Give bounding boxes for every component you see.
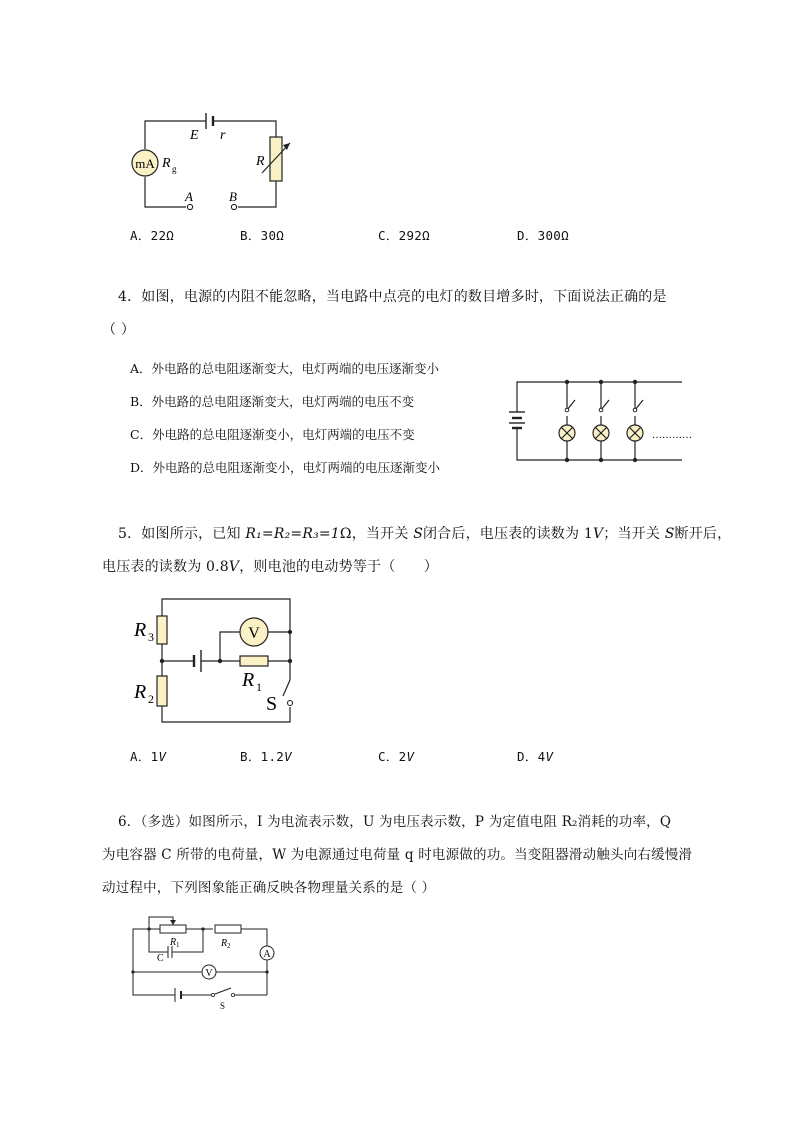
q5-switch-label: S [266, 693, 278, 715]
q3-terminal-a [187, 204, 192, 209]
q4-circuit-figure [500, 372, 700, 467]
q3-option-b: B．30Ω [240, 228, 285, 243]
svg-text:R: R [134, 681, 147, 703]
q6-switch [215, 988, 231, 994]
svg-text:R: R [221, 938, 228, 949]
svg-text:R: R [242, 669, 255, 691]
q3-rg-sub: g [172, 164, 177, 174]
q6-r2-resistor [215, 925, 241, 933]
q5-r3-resistor [157, 616, 167, 644]
q3-b-label: B [229, 189, 237, 204]
q6-ammeter-label: A [263, 949, 271, 960]
q6-voltmeter-label: V [205, 968, 213, 979]
q5-circuit-figure [130, 592, 300, 727]
q4-option-d: D．外电路的总电阻逐渐变小，电灯两端的电压逐渐变小 [130, 460, 441, 475]
q5-switch [283, 680, 290, 696]
q3-circuit-figure [128, 105, 303, 215]
q5-option-a: A．1V [130, 749, 167, 764]
svg-text:R: R [134, 619, 147, 641]
q5-stem-line1: 5．如图所示，已知 R₁=R₂=R₃=1Ω，当开关 S闭合后，电压表的读数为 1V；当开关 S断开后， [118, 526, 732, 542]
q6-r1-rheostat [160, 925, 186, 933]
q4-lamp-branch-3 [627, 380, 643, 462]
q4-lamp-branch-1 [559, 380, 575, 462]
q4-stem-line1: 4．如图，电源的内阻不能忽略，当电路中点亮的电灯的数目增多时，下面说法正确的是 [118, 289, 667, 305]
q5-option-c: C．2V [378, 749, 415, 764]
svg-text:1: 1 [256, 680, 262, 694]
q6-capacitor-label: C [157, 953, 164, 964]
q4-option-c: C．外电路的总电阻逐渐变小，电灯两端的电压不变 [130, 427, 415, 442]
svg-text:R: R [170, 937, 177, 948]
q3-rheostat-label: R [256, 154, 265, 169]
q5-resistor-equation: R₁=R₂=R₃=1 [245, 526, 340, 542]
q3-option-d: D．300Ω [517, 228, 569, 243]
q6-stem-line2: 为电容器 C 所带的电荷量，W 为电源通过电荷量 q 时电源做的功。当变阻器滑动触头向右缓慢滑 [102, 847, 693, 863]
q5-stem-line2: 电压表的读数为 0.8V，则电池的电动势等于（ ） [102, 559, 439, 575]
q6-circuit-figure [125, 912, 285, 1012]
q4-option-b: B．外电路的总电阻逐渐变大，电灯两端的电压不变 [130, 394, 415, 409]
q6-stem-line1: 6．（多选）如图所示，I 为电流表示数，U 为电压表示数，P 为定值电阻 R₂消耗的功率，Q [118, 814, 672, 830]
q4-stem-line2: （ ） [102, 322, 136, 338]
q5-r2-resistor [157, 676, 167, 706]
q3-option-a: A．22Ω [130, 228, 175, 243]
q3-rg-label: R [162, 156, 171, 171]
svg-text:3: 3 [148, 630, 154, 644]
q5-r1-resistor [240, 656, 268, 666]
svg-text:2: 2 [227, 942, 231, 950]
q3-internal-r-label: r [220, 128, 226, 143]
q5-option-d: D．4V [517, 749, 554, 764]
q3-option-c: C．292Ω [378, 228, 430, 243]
q5-voltmeter-label: V [248, 625, 260, 642]
svg-text:2: 2 [148, 692, 154, 706]
q3-rheostat [270, 137, 282, 181]
svg-text:1: 1 [176, 941, 180, 949]
q4-lamp-branch-2 [593, 380, 609, 462]
q3-emf-label: E [190, 128, 199, 143]
q3-meter-label: mA [135, 156, 155, 171]
q3-terminal-b [231, 204, 236, 209]
q6-stem-line3: 动过程中，下列图象能正确反映各物理量关系的是（ ） [102, 880, 436, 896]
q4-option-a: A．外电路的总电阻逐渐变大，电灯两端的电压逐渐变小 [130, 361, 440, 376]
q6-switch-label: S [220, 1001, 226, 1011]
q3-a-label: A [185, 189, 193, 204]
q5-option-b: B．1.2V [240, 749, 292, 764]
q4-ellipsis: ………… [652, 430, 692, 441]
